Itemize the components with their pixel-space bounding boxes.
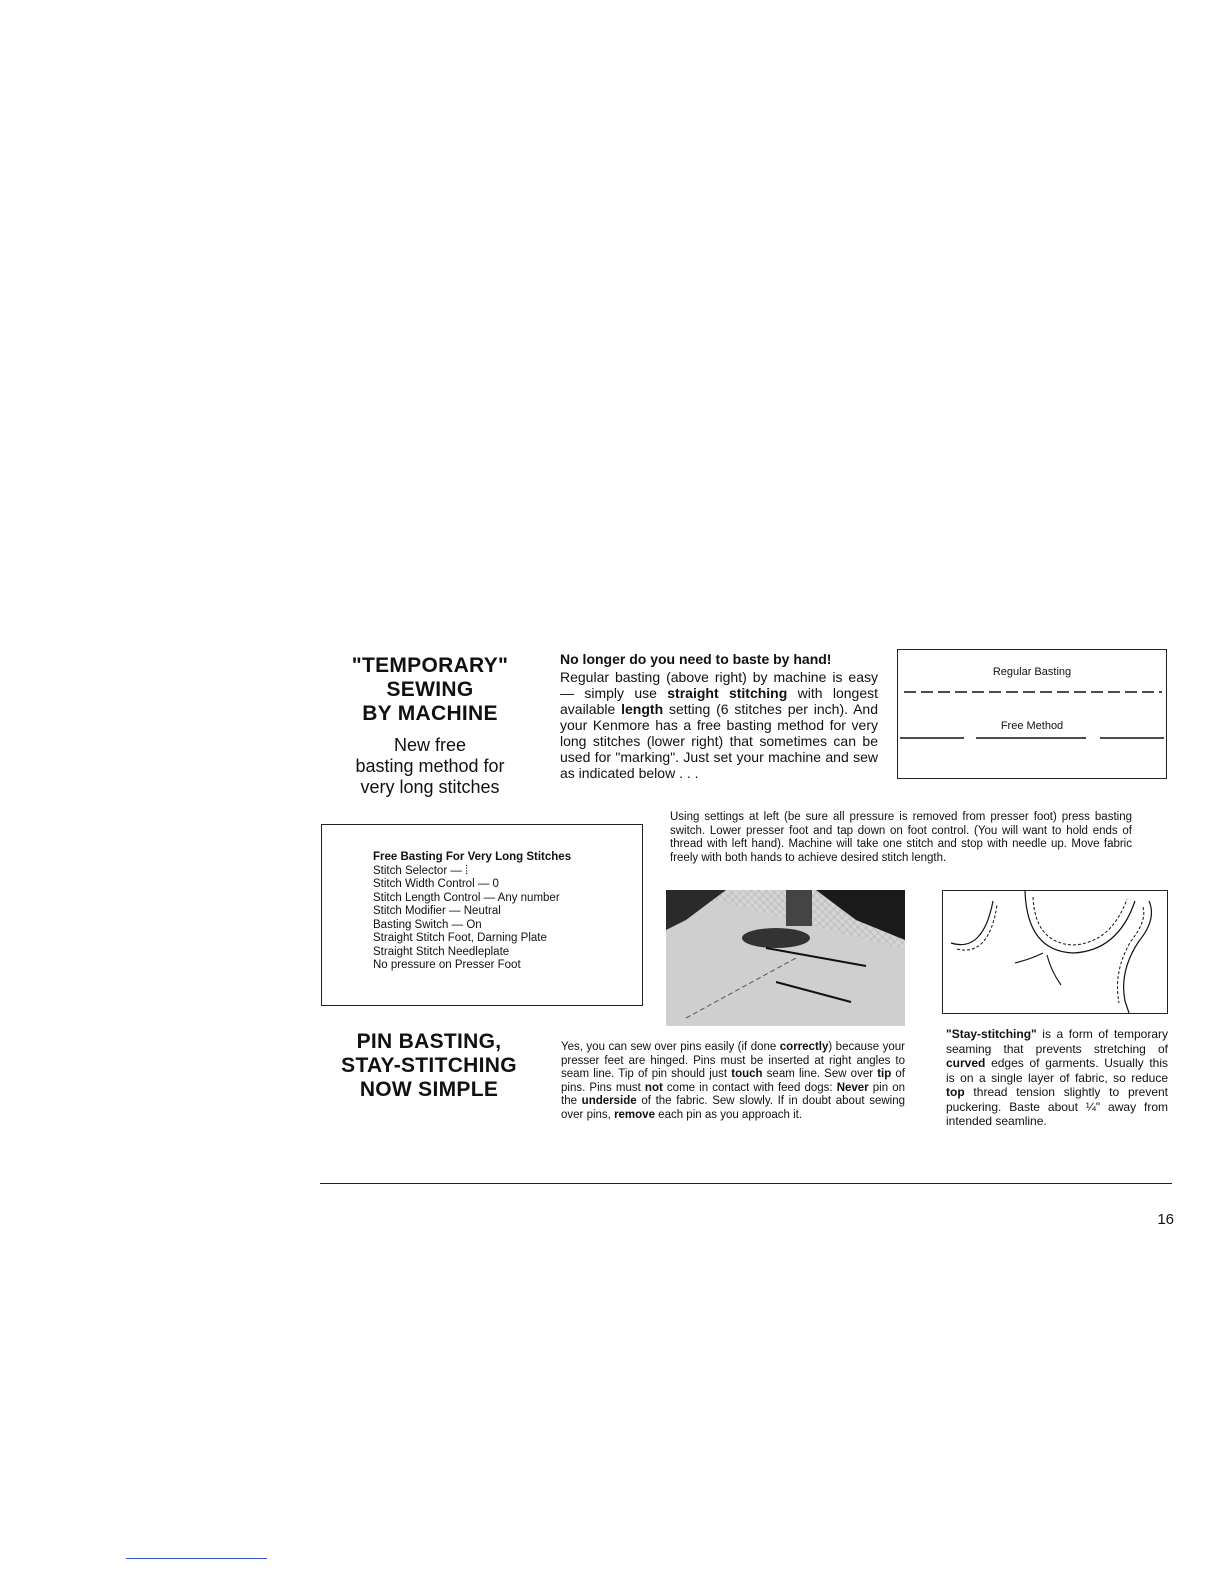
setting-line: Stitch Width Control — 0 <box>373 878 499 890</box>
pins-bold: correctly <box>779 1041 829 1053</box>
subheading-line: New free <box>393 735 467 755</box>
label-regular-basting: Regular Basting <box>992 666 1072 678</box>
pins-text: each pin as you approach it. <box>654 1108 803 1121</box>
setting-line: No pressure on Presser Foot <box>373 959 521 971</box>
pins-text: pin on the <box>561 1081 906 1107</box>
subheading-line: basting method for <box>355 756 505 776</box>
stay-bold: curved <box>946 1056 986 1070</box>
setting-line: Straight Stitch Needleplate <box>373 945 510 958</box>
section-heading-temporary-sewing <box>330 654 530 726</box>
pins-text: seam line. Sew over <box>762 1068 878 1080</box>
setting-line: Straight Stitch Foot, Darning Plate <box>373 932 547 944</box>
intro-bold: length <box>621 701 664 717</box>
regular-basting-line <box>904 690 1162 694</box>
free-method-line <box>900 736 1164 740</box>
heading-line: "TEMPORARY" <box>351 654 509 677</box>
pin-basting-illustration <box>666 890 905 1026</box>
garment-curve-illustration <box>943 891 1167 1013</box>
intro-title: No longer do you need to baste by hand! <box>560 651 832 667</box>
setting-line: Stitch Length Control — Any number <box>373 891 560 904</box>
setting-line: Basting Switch — On <box>373 918 482 931</box>
pins-bold: tip <box>877 1068 892 1080</box>
settings-content <box>373 851 635 973</box>
section-subheading <box>330 735 530 798</box>
pins-text: of the fabric. Sew slowly. If in doubt about sewing over pins, <box>561 1095 906 1121</box>
heading-line: SEWING <box>386 678 474 701</box>
pin-basting-photo <box>666 890 905 1026</box>
pins-bold: underside <box>581 1095 637 1107</box>
stay-bold: "Stay-stitching" <box>946 1027 1037 1041</box>
stay-bold: top <box>946 1085 965 1099</box>
heading-line: NOW SIMPLE <box>359 1078 499 1101</box>
pins-bold: Never <box>836 1081 869 1094</box>
setting-line: Stitch Modifier — Neutral <box>373 905 501 917</box>
pin-basting-paragraph <box>561 1041 905 1122</box>
intro-paragraph <box>560 651 878 781</box>
pins-bold: not <box>644 1081 663 1094</box>
intro-bold: straight stitching <box>667 685 788 701</box>
pins-text: of pins. Pins must <box>561 1068 905 1094</box>
intro-text: Regular basting (above right) by machine is easy — simply use <box>560 669 878 701</box>
stay-stitching-diagram <box>942 890 1168 1014</box>
stay-stitching-paragraph <box>946 1027 1168 1129</box>
stay-text: thread tension slightly to prevent puckering. Baste about ¼" away from intended seamline. <box>946 1085 1168 1128</box>
settings-title: Free Basting For Very Long Stitches <box>373 851 572 863</box>
intro-text: with longest available <box>560 685 878 717</box>
pins-bold: touch <box>731 1068 763 1080</box>
heading-line: PIN BASTING, <box>356 1030 502 1053</box>
label-free-method: Free Method <box>1000 720 1064 732</box>
heading-line: BY MACHINE <box>362 702 498 725</box>
pins-text: come in contact with feed dogs: <box>662 1081 837 1094</box>
stay-text: edges of garments. Usually this is on a single layer of fabric, so reduce <box>946 1056 1168 1085</box>
intro-text: setting (6 stitches per inch). And your Kenmore has a free basting method for very long stitches (lower right) that sometimes can be used for "marking". Just set your machine and sew as indicated below . . . <box>560 701 878 781</box>
section-heading-pin-basting <box>320 1030 538 1102</box>
basting-diagram <box>897 649 1167 779</box>
pins-bold: remove <box>614 1108 655 1121</box>
settings-box <box>321 824 643 1006</box>
pins-text: Yes, you can sew over pins easily (if done <box>561 1041 780 1053</box>
heading-line: STAY-STITCHING <box>341 1054 517 1077</box>
basting-instructions: Using settings at left (be sure all pressure is removed from presser foot) press basting switch. Lower presser foot and tap down on foot control. (You will want to hold ends of thread with left hand). Machine will take one stitch and stop with needle up. Move fabric freely with both hands to achieve desired stitch length. <box>670 811 1132 864</box>
horizontal-rule <box>320 1183 1172 1184</box>
stay-text: is a form of temporary seaming that prevents stretching of <box>946 1027 1168 1056</box>
footer-link-underline <box>126 1558 267 1559</box>
page-number: 16 <box>1157 1211 1174 1228</box>
setting-line: Stitch Selector — ⁞ <box>373 864 469 877</box>
subheading-line: very long stitches <box>360 777 500 797</box>
pins-text: ) because your presser feet are hinged. Pins must be inserted at right angles to seam line. Tip of pin should just <box>561 1041 905 1080</box>
